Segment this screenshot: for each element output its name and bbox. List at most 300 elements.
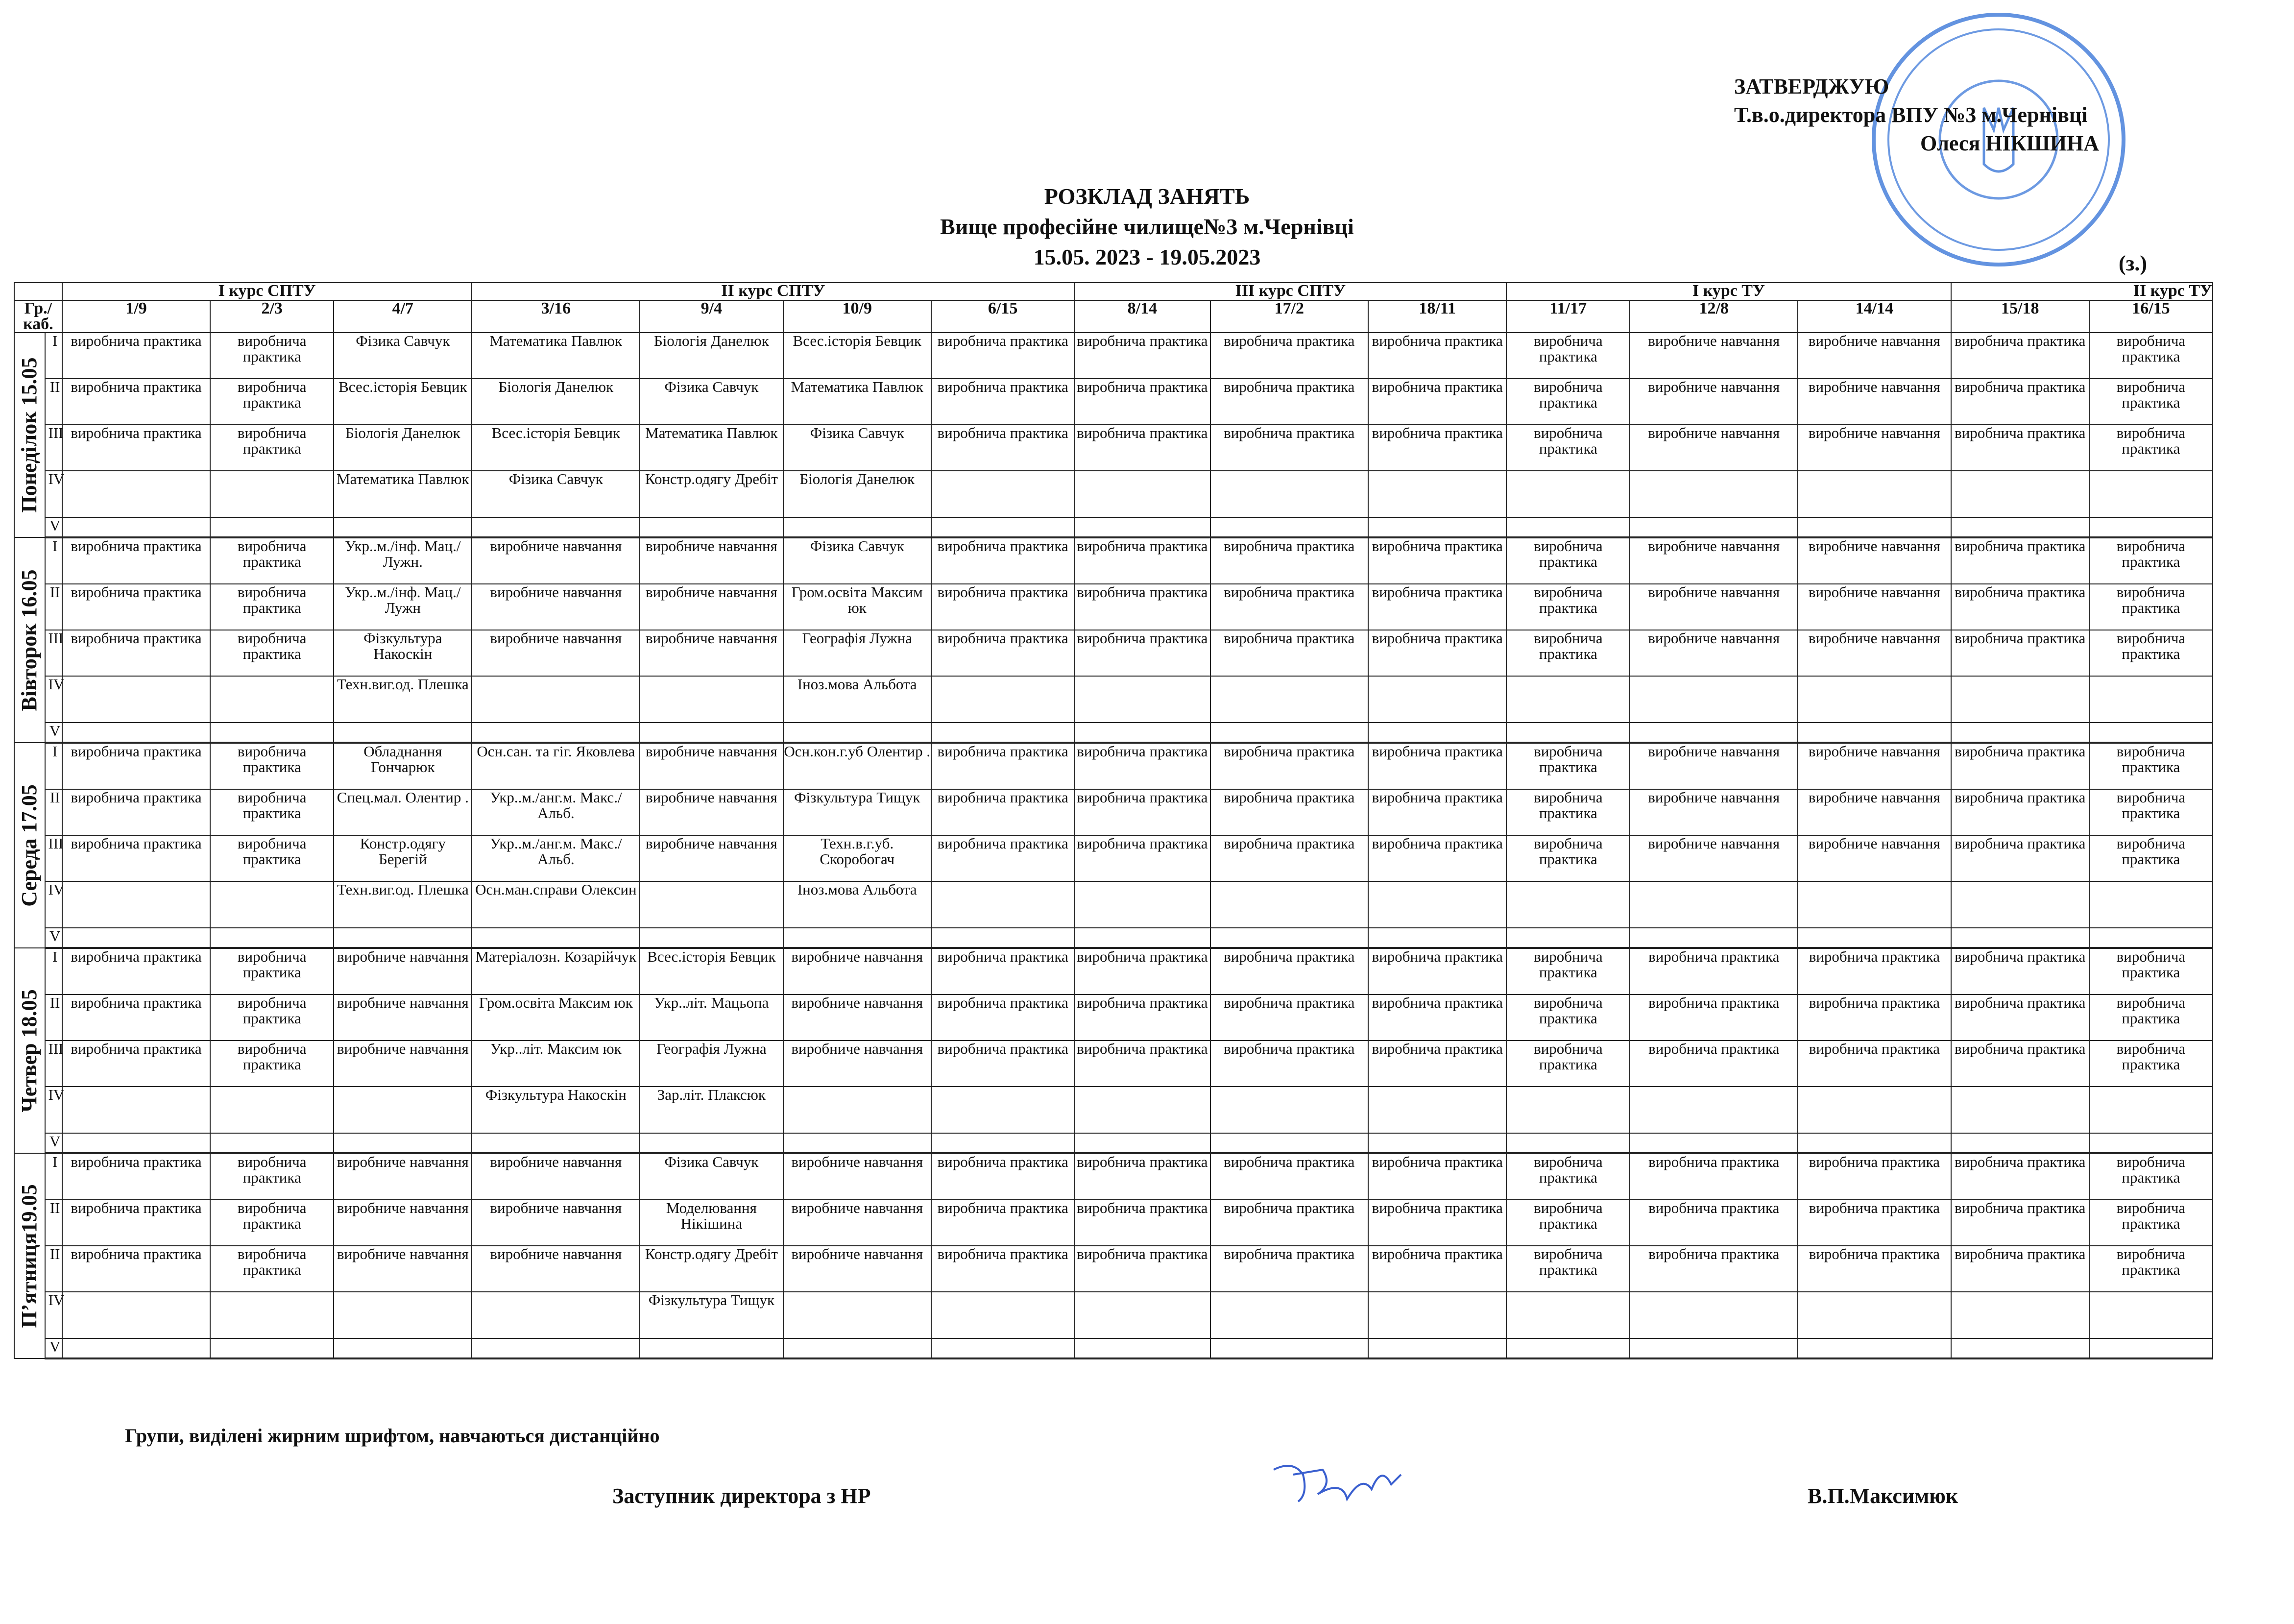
lesson-cell: виробнича практика bbox=[1074, 630, 1210, 676]
lesson-cell bbox=[1210, 928, 1369, 948]
lesson-cell: виробниче навчання bbox=[640, 537, 783, 584]
lesson-cell: Гром.освіта Максим юк bbox=[472, 994, 640, 1041]
lesson-cell: Техн.в.г.уб. Скоробогач bbox=[783, 835, 931, 881]
schedule-row bbox=[14, 1153, 2213, 1200]
lesson-cell bbox=[640, 881, 783, 928]
lesson-cell bbox=[1630, 471, 1798, 517]
course-header: ІІ курс ТУ bbox=[1951, 283, 2213, 300]
group-header: 10/9 bbox=[783, 300, 931, 333]
lesson-cell: виробнича практика bbox=[210, 1153, 334, 1200]
lesson-cell bbox=[62, 1292, 210, 1338]
lesson-cell bbox=[640, 723, 783, 743]
lesson-cell: виробнича практика bbox=[1951, 743, 2089, 789]
lesson-cell: виробнича практика bbox=[62, 948, 210, 994]
lesson-cell: виробнича практика bbox=[1368, 835, 1506, 881]
lesson-cell: виробнича практика bbox=[1210, 835, 1369, 881]
lesson-cell: виробнича практика bbox=[1210, 333, 1369, 379]
lesson-cell: виробнича практика bbox=[931, 333, 1074, 379]
schedule-row bbox=[14, 1200, 2213, 1246]
lesson-cell: виробнича практика bbox=[1506, 425, 1630, 471]
lesson-cell bbox=[1368, 1338, 1506, 1358]
schedule-row bbox=[14, 994, 2213, 1041]
schedule-row bbox=[14, 425, 2213, 471]
lesson-cell bbox=[210, 723, 334, 743]
lesson-cell: виробнича практика bbox=[210, 537, 334, 584]
lesson-cell: виробниче навчання bbox=[1630, 379, 1798, 425]
lesson-cell: виробнича практика bbox=[210, 1246, 334, 1292]
lesson-cell: виробнича практика bbox=[210, 994, 334, 1041]
lesson-cell: виробниче навчання bbox=[640, 743, 783, 789]
lesson-cell bbox=[1074, 1133, 1210, 1153]
schedule-row bbox=[14, 1041, 2213, 1087]
lesson-cell: виробниче навчання bbox=[472, 1200, 640, 1246]
period-number: ІІІ bbox=[45, 630, 62, 676]
lesson-cell bbox=[210, 928, 334, 948]
lesson-cell bbox=[1951, 1292, 2089, 1338]
schedule-row bbox=[14, 379, 2213, 425]
lesson-cell: виробнича практика bbox=[1630, 1153, 1798, 1200]
lesson-cell: виробнича практика bbox=[2089, 425, 2213, 471]
lesson-cell bbox=[931, 928, 1074, 948]
lesson-cell: виробниче навчання bbox=[1798, 584, 1951, 630]
period-number: V bbox=[45, 1338, 62, 1358]
lesson-cell bbox=[1368, 1087, 1506, 1133]
lesson-cell bbox=[931, 881, 1074, 928]
lesson-cell bbox=[931, 1338, 1074, 1358]
group-header: 2/3 bbox=[210, 300, 334, 333]
lesson-cell bbox=[2089, 1087, 2213, 1133]
lesson-cell: виробнича практика bbox=[62, 835, 210, 881]
lesson-cell bbox=[62, 676, 210, 723]
lesson-cell bbox=[783, 1338, 931, 1358]
period-number: ІІ bbox=[45, 1200, 62, 1246]
lesson-cell: виробнича практика bbox=[1368, 630, 1506, 676]
lesson-cell: виробниче навчання bbox=[783, 1041, 931, 1087]
lesson-cell bbox=[1951, 471, 2089, 517]
lesson-cell: виробнича практика bbox=[1368, 333, 1506, 379]
course-header: І курс ТУ bbox=[1506, 283, 1951, 300]
lesson-cell: виробнича практика bbox=[210, 630, 334, 676]
lesson-cell bbox=[2089, 1338, 2213, 1358]
lesson-cell: виробнича практика bbox=[1074, 425, 1210, 471]
lesson-cell bbox=[1798, 1292, 1951, 1338]
lesson-cell: виробнича практика bbox=[1506, 333, 1630, 379]
lesson-cell: Математика Павлюк bbox=[640, 425, 783, 471]
lesson-cell: Спец.мал. Олентир . bbox=[334, 789, 472, 835]
period-number: V bbox=[45, 723, 62, 743]
day-label bbox=[14, 743, 45, 948]
lesson-cell: виробнича практика bbox=[2089, 379, 2213, 425]
lesson-cell: виробнича практика bbox=[1506, 1246, 1630, 1292]
day-name: Четвер 18.05 bbox=[17, 989, 42, 1113]
lesson-cell: Фізкультура Накоскін bbox=[472, 1087, 640, 1133]
lesson-cell: виробнича практика bbox=[1951, 1246, 2089, 1292]
lesson-cell bbox=[1630, 881, 1798, 928]
lesson-cell: виробнича практика bbox=[1368, 994, 1506, 1041]
lesson-cell: Укр..літ. Мацьопа bbox=[640, 994, 783, 1041]
lesson-cell: виробнича практика bbox=[1951, 333, 2089, 379]
lesson-cell: виробнича практика bbox=[210, 425, 334, 471]
lesson-cell bbox=[1368, 676, 1506, 723]
lesson-cell: виробнича практика bbox=[210, 1041, 334, 1087]
lesson-cell bbox=[1074, 1292, 1210, 1338]
lesson-cell: виробнича практика bbox=[1506, 948, 1630, 994]
lesson-cell: виробнича практика bbox=[1368, 425, 1506, 471]
lesson-cell bbox=[62, 1087, 210, 1133]
schedule-row bbox=[14, 630, 2213, 676]
lesson-cell: виробнича практика bbox=[62, 743, 210, 789]
period-number: ІІ bbox=[45, 789, 62, 835]
period-number: ІІ bbox=[45, 994, 62, 1041]
lesson-cell: Математика Павлюк bbox=[472, 333, 640, 379]
lesson-cell: Фізика Савчук bbox=[640, 1153, 783, 1200]
lesson-cell: виробнича практика bbox=[1368, 379, 1506, 425]
lesson-cell: Укр..м./інф. Мац./Лужн. bbox=[334, 537, 472, 584]
lesson-cell bbox=[1798, 517, 1951, 537]
group-header: 11/17 bbox=[1506, 300, 1630, 333]
lesson-cell: виробнича практика bbox=[1210, 584, 1369, 630]
lesson-cell bbox=[1798, 1087, 1951, 1133]
lesson-cell: виробнича практика bbox=[210, 584, 334, 630]
lesson-cell bbox=[783, 1133, 931, 1153]
lesson-cell: виробниче навчання bbox=[1630, 333, 1798, 379]
lesson-cell bbox=[1074, 1087, 1210, 1133]
lesson-cell bbox=[1951, 881, 2089, 928]
lesson-cell bbox=[1630, 517, 1798, 537]
lesson-cell: виробниче навчання bbox=[783, 1200, 931, 1246]
lesson-cell bbox=[783, 1087, 931, 1133]
group-header: 3/16 bbox=[472, 300, 640, 333]
schedule-row bbox=[14, 1292, 2213, 1338]
lesson-cell bbox=[1368, 881, 1506, 928]
group-header: 6/15 bbox=[931, 300, 1074, 333]
lesson-cell: виробнича практика bbox=[2089, 1041, 2213, 1087]
schedule-code: (з.) bbox=[2119, 251, 2147, 275]
schedule-row bbox=[14, 1246, 2213, 1292]
lesson-cell bbox=[334, 517, 472, 537]
lesson-cell: Всес.історія Бевцик bbox=[640, 948, 783, 994]
lesson-cell: виробниче навчання bbox=[1630, 584, 1798, 630]
lesson-cell: виробнича практика bbox=[1210, 789, 1369, 835]
group-header: 17/2 bbox=[1210, 300, 1369, 333]
lesson-cell: виробнича практика bbox=[1506, 743, 1630, 789]
lesson-cell bbox=[1798, 1338, 1951, 1358]
period-number: І bbox=[45, 743, 62, 789]
group-header: 1/9 bbox=[62, 300, 210, 333]
lesson-cell: виробниче навчання bbox=[1630, 425, 1798, 471]
lesson-cell bbox=[210, 471, 334, 517]
lesson-cell: виробнича практика bbox=[1506, 1153, 1630, 1200]
schedule-row bbox=[14, 584, 2213, 630]
lesson-cell: Біологія Данелюк bbox=[640, 333, 783, 379]
lesson-cell: Осн.ман.справи Олексин bbox=[472, 881, 640, 928]
lesson-cell: виробнича практика bbox=[1210, 743, 1369, 789]
lesson-cell: виробниче навчання bbox=[334, 1200, 472, 1246]
lesson-cell: виробнича практика bbox=[1210, 630, 1369, 676]
period-number: ІІ bbox=[45, 379, 62, 425]
lesson-cell bbox=[334, 1133, 472, 1153]
lesson-cell bbox=[1630, 1087, 1798, 1133]
lesson-cell bbox=[334, 1087, 472, 1133]
lesson-cell: виробнича практика bbox=[931, 630, 1074, 676]
lesson-cell bbox=[931, 1133, 1074, 1153]
period-number: І bbox=[45, 537, 62, 584]
lesson-cell: виробнича практика bbox=[1074, 379, 1210, 425]
lesson-cell: виробнича практика bbox=[62, 1153, 210, 1200]
lesson-cell bbox=[2089, 517, 2213, 537]
lesson-cell: виробнича практика bbox=[931, 425, 1074, 471]
lesson-cell bbox=[640, 1338, 783, 1358]
lesson-cell bbox=[1951, 723, 2089, 743]
lesson-cell bbox=[334, 928, 472, 948]
lesson-cell bbox=[2089, 723, 2213, 743]
approval-position: Т.в.о.директора ВПУ №3 м.Чернівці bbox=[1734, 103, 2088, 127]
period-number: ІІІ bbox=[45, 425, 62, 471]
lesson-cell: виробнича практика bbox=[210, 835, 334, 881]
lesson-cell: виробнича практика bbox=[1074, 994, 1210, 1041]
lesson-cell: виробниче навчання bbox=[1630, 789, 1798, 835]
lesson-cell: Всес.історія Бевцик bbox=[334, 379, 472, 425]
lesson-cell bbox=[210, 676, 334, 723]
lesson-cell: виробнича практика bbox=[2089, 1200, 2213, 1246]
lesson-cell: виробниче навчання bbox=[472, 630, 640, 676]
lesson-cell: виробнича практика bbox=[1074, 789, 1210, 835]
lesson-cell: виробнича практика bbox=[931, 994, 1074, 1041]
lesson-cell bbox=[1074, 517, 1210, 537]
lesson-cell: виробнича практика bbox=[931, 584, 1074, 630]
lesson-cell bbox=[1210, 881, 1369, 928]
lesson-cell: виробнича практика bbox=[210, 789, 334, 835]
lesson-cell bbox=[62, 517, 210, 537]
lesson-cell: виробнича практика bbox=[1210, 948, 1369, 994]
lesson-cell bbox=[783, 1292, 931, 1338]
lesson-cell: Укр..м./інф. Мац./Лужн bbox=[334, 584, 472, 630]
lesson-cell: виробнича практика bbox=[1951, 630, 2089, 676]
lesson-cell: виробнича практика bbox=[1074, 1041, 1210, 1087]
lesson-cell: Укр..м./анг.м. Макс./Альб. bbox=[472, 789, 640, 835]
period-number: ІV bbox=[45, 471, 62, 517]
lesson-cell: виробниче навчання bbox=[1798, 835, 1951, 881]
lesson-cell bbox=[1951, 1133, 2089, 1153]
lesson-cell: виробнича практика bbox=[1506, 537, 1630, 584]
lesson-cell bbox=[1506, 1338, 1630, 1358]
lesson-cell: виробниче навчання bbox=[334, 994, 472, 1041]
lesson-cell bbox=[2089, 928, 2213, 948]
lesson-cell: виробнича практика bbox=[1074, 537, 1210, 584]
lesson-cell bbox=[472, 928, 640, 948]
schedule-row bbox=[14, 471, 2213, 517]
group-header: 15/18 bbox=[1951, 300, 2089, 333]
lesson-cell bbox=[931, 471, 1074, 517]
schedule-row bbox=[14, 1338, 2213, 1358]
lesson-cell bbox=[62, 1338, 210, 1358]
lesson-cell bbox=[2089, 471, 2213, 517]
lesson-cell: Техн.виг.од. Плешка bbox=[334, 881, 472, 928]
lesson-cell bbox=[1368, 1292, 1506, 1338]
period-number: V bbox=[45, 1133, 62, 1153]
lesson-cell: виробнича практика bbox=[62, 1246, 210, 1292]
lesson-cell: виробнича практика bbox=[2089, 333, 2213, 379]
period-number: ІІ bbox=[45, 584, 62, 630]
lesson-cell: виробнича практика bbox=[931, 1153, 1074, 1200]
lesson-cell: виробнича практика bbox=[1368, 948, 1506, 994]
lesson-cell: виробнича практика bbox=[1368, 1153, 1506, 1200]
lesson-cell: Математика Павлюк bbox=[334, 471, 472, 517]
period-number: ІV bbox=[45, 676, 62, 723]
lesson-cell bbox=[1506, 1087, 1630, 1133]
lesson-cell bbox=[334, 1292, 472, 1338]
lesson-cell: виробниче навчання bbox=[783, 1153, 931, 1200]
group-header-row bbox=[14, 300, 2213, 333]
lesson-cell bbox=[2089, 1133, 2213, 1153]
lesson-cell: виробнича практика bbox=[1506, 994, 1630, 1041]
lesson-cell bbox=[62, 1133, 210, 1153]
group-header: 14/14 bbox=[1798, 300, 1951, 333]
lesson-cell: виробнича практика bbox=[1506, 584, 1630, 630]
lesson-cell: Укр..літ. Максим юк bbox=[472, 1041, 640, 1087]
date-range: 15.05. 2023 - 19.05.2023 bbox=[1033, 244, 1261, 269]
schedule-row bbox=[14, 743, 2213, 789]
lesson-cell bbox=[1951, 1338, 2089, 1358]
lesson-cell: виробнича практика bbox=[2089, 1153, 2213, 1200]
lesson-cell bbox=[640, 1133, 783, 1153]
lesson-cell bbox=[1210, 517, 1369, 537]
day-name: Вівторок 16.05 bbox=[17, 569, 42, 711]
lesson-cell: виробнича практика bbox=[1074, 584, 1210, 630]
lesson-cell: виробнича практика bbox=[62, 630, 210, 676]
lesson-cell: Матеріалозн. Козарійчук bbox=[472, 948, 640, 994]
lesson-cell bbox=[1630, 1133, 1798, 1153]
lesson-cell bbox=[472, 1133, 640, 1153]
lesson-cell: виробнича практика bbox=[1074, 333, 1210, 379]
lesson-cell: Констр.одягу Берегій bbox=[334, 835, 472, 881]
lesson-cell bbox=[1506, 723, 1630, 743]
lesson-cell: виробнича практика bbox=[1506, 835, 1630, 881]
group-header: 18/11 bbox=[1368, 300, 1506, 333]
lesson-cell: виробниче навчання bbox=[334, 948, 472, 994]
lesson-cell bbox=[1798, 1133, 1951, 1153]
lesson-cell bbox=[1074, 881, 1210, 928]
lesson-cell: виробнича практика bbox=[1368, 584, 1506, 630]
lesson-cell: Фізика Савчук bbox=[640, 379, 783, 425]
group-header: 9/4 bbox=[640, 300, 783, 333]
day-label bbox=[14, 333, 45, 537]
lesson-cell: виробнича практика bbox=[2089, 835, 2213, 881]
lesson-cell bbox=[1798, 928, 1951, 948]
lesson-cell: виробнича практика bbox=[62, 584, 210, 630]
lesson-cell bbox=[931, 1087, 1074, 1133]
day-label bbox=[14, 948, 45, 1153]
period-number: ІV bbox=[45, 1292, 62, 1338]
lesson-cell bbox=[1798, 676, 1951, 723]
lesson-cell: виробнича практика bbox=[1074, 743, 1210, 789]
lesson-cell: виробниче навчання bbox=[640, 584, 783, 630]
lesson-cell: виробнича практика bbox=[1630, 948, 1798, 994]
schedule-body bbox=[14, 333, 2213, 1358]
lesson-cell: виробниче навчання bbox=[640, 835, 783, 881]
lesson-cell: Фізкультура Тищук bbox=[783, 789, 931, 835]
schedule-row bbox=[14, 723, 2213, 743]
schedule-row bbox=[14, 676, 2213, 723]
lesson-cell: виробнича практика bbox=[1798, 1246, 1951, 1292]
lesson-cell bbox=[472, 517, 640, 537]
lesson-cell: виробниче навчання bbox=[334, 1153, 472, 1200]
lesson-cell: виробнича практика bbox=[62, 994, 210, 1041]
period-number: ІІ bbox=[45, 1246, 62, 1292]
lesson-cell bbox=[1951, 676, 2089, 723]
lesson-cell bbox=[210, 1338, 334, 1358]
lesson-cell bbox=[1951, 517, 2089, 537]
period-number: ІІІ bbox=[45, 835, 62, 881]
lesson-cell bbox=[1630, 928, 1798, 948]
lesson-cell: виробнича практика bbox=[62, 333, 210, 379]
course-header-row bbox=[14, 283, 2213, 300]
period-number: І bbox=[45, 948, 62, 994]
lesson-cell: Біологія Данелюк bbox=[472, 379, 640, 425]
lesson-cell: Укр..м./анг.м. Макс./Альб. bbox=[472, 835, 640, 881]
lesson-cell: виробнича практика bbox=[1798, 1153, 1951, 1200]
lesson-cell: виробнича практика bbox=[931, 1041, 1074, 1087]
lesson-cell: виробнича практика bbox=[1368, 743, 1506, 789]
lesson-cell: виробнича практика bbox=[1368, 789, 1506, 835]
lesson-cell: Іноз.мова Альбота bbox=[783, 881, 931, 928]
lesson-cell: виробнича практика bbox=[210, 948, 334, 994]
lesson-cell bbox=[334, 1338, 472, 1358]
lesson-cell: Осн.сан. та гіг. Яковлева bbox=[472, 743, 640, 789]
lesson-cell: виробнича практика bbox=[62, 789, 210, 835]
lesson-cell bbox=[62, 471, 210, 517]
lesson-cell bbox=[62, 928, 210, 948]
page-title-block bbox=[0, 181, 2294, 272]
lesson-cell: Констр.одягу Дребіт bbox=[640, 471, 783, 517]
lesson-cell: виробнича практика bbox=[1368, 1041, 1506, 1087]
lesson-cell: Фізика Савчук bbox=[472, 471, 640, 517]
lesson-cell: виробнича практика bbox=[1210, 537, 1369, 584]
group-header: 4/7 bbox=[334, 300, 472, 333]
lesson-cell bbox=[1506, 881, 1630, 928]
lesson-cell bbox=[1798, 471, 1951, 517]
period-number: ІV bbox=[45, 1087, 62, 1133]
lesson-cell: Математика Павлюк bbox=[783, 379, 931, 425]
day-name: Понеділок 15.05 bbox=[17, 357, 42, 513]
lesson-cell: виробнича практика bbox=[1210, 1246, 1369, 1292]
lesson-cell: виробнича практика bbox=[1798, 1041, 1951, 1087]
lesson-cell: виробнича практика bbox=[931, 1246, 1074, 1292]
period-number: І bbox=[45, 333, 62, 379]
lesson-cell bbox=[1368, 517, 1506, 537]
lesson-cell: виробнича практика bbox=[1074, 948, 1210, 994]
lesson-cell bbox=[1506, 1133, 1630, 1153]
lesson-cell: виробнича практика bbox=[1210, 425, 1369, 471]
lesson-cell: виробниче навчання bbox=[640, 789, 783, 835]
lesson-cell bbox=[640, 928, 783, 948]
lesson-cell bbox=[1506, 1292, 1630, 1338]
lesson-cell: Фізика Савчук bbox=[783, 537, 931, 584]
lesson-cell bbox=[2089, 1292, 2213, 1338]
distance-note: Групи, виділені жирним шрифтом, навчаються дистанційно bbox=[125, 1425, 660, 1447]
lesson-cell: виробнича практика bbox=[1074, 1246, 1210, 1292]
lesson-cell: Біологія Данелюк bbox=[334, 425, 472, 471]
lesson-cell: виробниче навчання bbox=[1630, 835, 1798, 881]
lesson-cell: виробниче навчання bbox=[472, 1246, 640, 1292]
lesson-cell: виробнича практика bbox=[62, 537, 210, 584]
schedule-row bbox=[14, 1133, 2213, 1153]
day-name: П’ятниця19.05 bbox=[17, 1184, 42, 1328]
schedule-row bbox=[14, 881, 2213, 928]
lesson-cell bbox=[1368, 928, 1506, 948]
page-title: РОЗКЛАД ЗАНЯТЬ bbox=[1044, 184, 1250, 209]
lesson-cell: виробниче навчання bbox=[1630, 743, 1798, 789]
